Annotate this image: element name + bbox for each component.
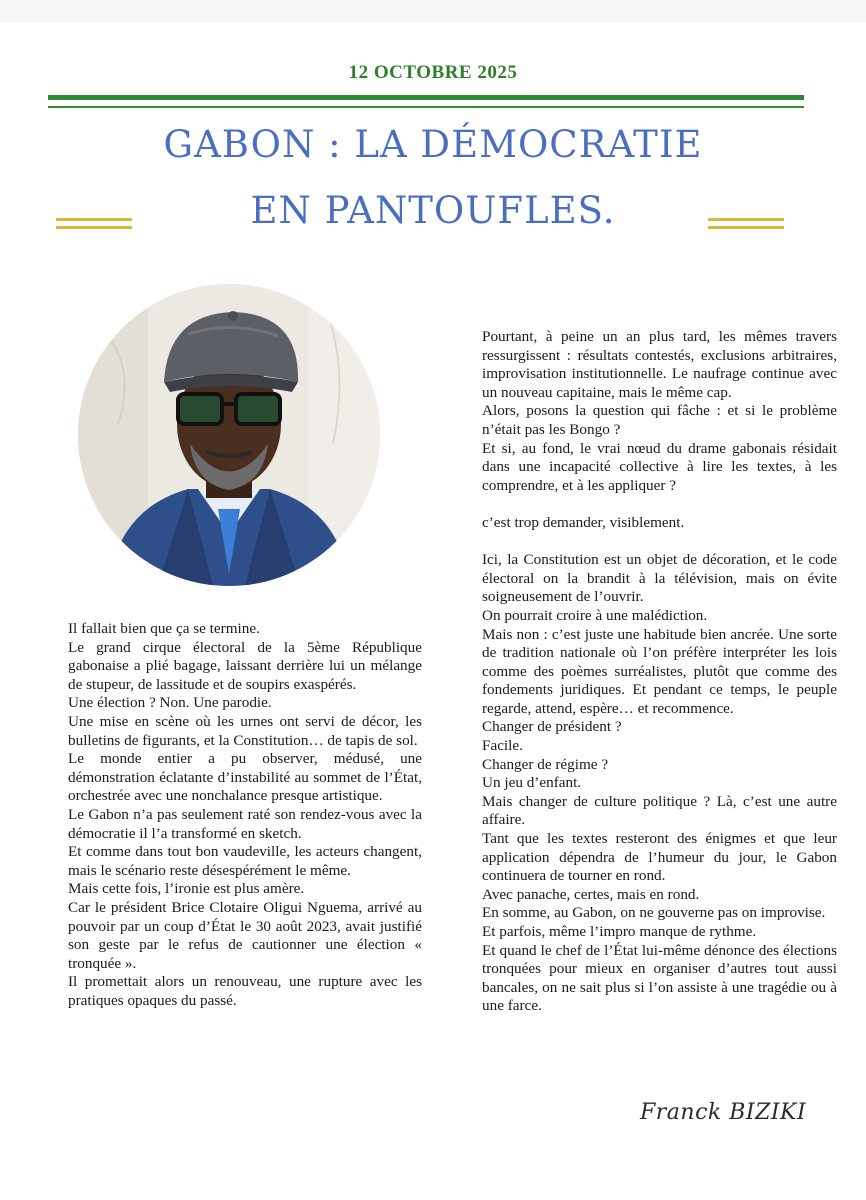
- paragraph: Avec panache, certes, mais en rond.: [482, 885, 700, 903]
- paragraph: Mais cette fois, l’ironie est plus amère.: [68, 880, 305, 898]
- paragraph: Il fallait bien que ça se termine.: [68, 620, 260, 637]
- paragraph: Et quand le chef de l’État lui-même dénonce des élections tronquées pour mieux en organiser d’autres tout aussi bancales, on ne sait plus si l’on assiste à une tragédie ou à une farce.: [482, 941, 837, 1015]
- paragraph: Le grand cirque électoral de la 5ème République gabonaise a plié bagage, laissant derrière lui un mélange de stupeur, de lassitude et de soupirs exaspérés.: [68, 638, 422, 693]
- paragraph-spacer: [482, 533, 837, 552]
- paragraph: Et comme dans tout bon vaudeville, les acteurs changent, mais le scénario reste désespérément le même.: [68, 843, 422, 879]
- article-date: 12 OCTOBRE 2025: [348, 62, 518, 83]
- paragraph: Changer de régime ?: [482, 755, 609, 773]
- paragraph: En somme, au Gabon, on ne gouverne pas on improvise.: [482, 904, 826, 922]
- article-title: GABON : LA DÉMOCRATIE EN PANTOUFLES.: [163, 123, 703, 232]
- paragraph: Mais non : c’est juste une habitude bien ancrée. Une sorte de tradition nationale où l’on préfère interpréter les lois comme des poèmes surréalistes, plutôt que comme des fondements juridiques. Et pendant ce temps, le peuple regarde, attend, espère… et recommence.: [482, 625, 837, 717]
- paragraph: Et si, au fond, le vrai nœud du drame gabonais résidait dans une incapacité collective à lire les textes, à les comprendre, et à les appliquer ?: [482, 439, 837, 494]
- paragraph: Tant que les textes resteront des énigmes et que leur application dépendra de l’humeur du jour, le Gabon continuera de tourner en rond.: [482, 830, 837, 885]
- paragraph: Un jeu d’enfant.: [482, 774, 582, 792]
- gold-divider-left: [56, 226, 132, 229]
- paragraph: Il promettait alors un renouveau, une rupture avec les pratiques opaques du passé.: [68, 973, 422, 1009]
- paragraph: Et parfois, même l’impro manque de rythme.: [482, 923, 757, 940]
- gold-divider-right: [708, 226, 784, 229]
- author-portrait: [78, 284, 380, 586]
- article-right-column: [482, 328, 837, 1016]
- paragraph: c’est trop demander, visiblement.: [482, 513, 685, 531]
- top-band: [0, 0, 866, 22]
- gold-divider-left: [56, 218, 132, 221]
- paragraph: Une mise en scène où les urnes ont servi de décor, les bulletins de figurants, et la Constitution… de tapis de sol.: [68, 712, 422, 749]
- paragraph: Car le président Brice Clotaire Oligui Nguema, arrivé au pouvoir par un coup d’État le 30 août 2023, avait justifié son geste par le refus de cautionner une élection « tronquée ».: [68, 898, 422, 972]
- paragraph: On pourrait croire à une malédiction.: [482, 606, 708, 624]
- portrait-illustration: [78, 284, 380, 586]
- paragraph: Changer de président ?: [482, 718, 622, 736]
- paragraph: Ici, la Constitution est un objet de décoration, et le code électoral on la brandit à la télévision, mais on évite soigneusement de l’ouvrir.: [482, 551, 837, 606]
- paragraph: Le monde entier a pu observer, médusé, une démonstration éclatante d’instabilité au sommet de l’État, orchestrée avec une nonchalance presque artistique.: [68, 750, 422, 805]
- paragraph: Alors, posons la question qui fâche : et si le problème n’était pas les Bongo ?: [482, 402, 837, 438]
- paragraph: Le Gabon n’a pas seulement raté son rendez-vous avec la démocratie il l’a transformé en sketch.: [68, 805, 422, 842]
- header-rule-thick: [48, 95, 804, 100]
- paragraph-spacer: [482, 495, 837, 514]
- article-left-column: [68, 620, 422, 1010]
- paragraph: Une élection ? Non. Une parodie.: [68, 694, 272, 712]
- paragraph: Pourtant, à peine un an plus tard, les mêmes travers ressurgissent : résultats contestés, exclusions arbitraires, improvisation institutionnelle. Le naufrage continue avec un nouveau capitaine, mais le même cap.: [482, 328, 837, 401]
- header-rule-thin: [48, 106, 804, 108]
- gold-divider-right: [708, 218, 784, 221]
- author-signature: Franck BIZIKI: [640, 1100, 807, 1125]
- paragraph: Mais changer de culture politique ? Là, c’est une autre affaire.: [482, 792, 837, 829]
- paragraph: Facile.: [482, 737, 523, 755]
